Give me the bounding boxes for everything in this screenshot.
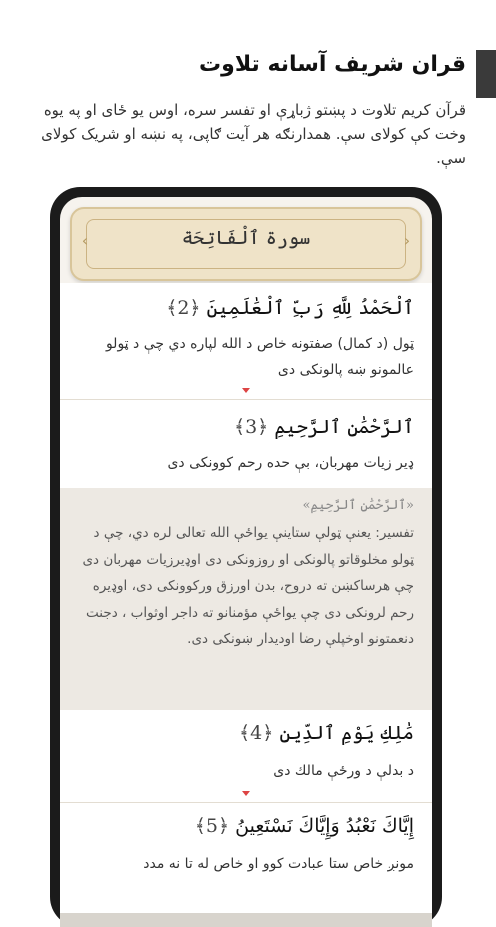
verse-number: ﴿3﴾	[233, 416, 269, 438]
verse-item[interactable]	[60, 710, 432, 803]
verse-translation: ټول (د کمال) صفتونه خاص د الله لپاره دي چې د ټولو عالمونو ښه پالونکی دی	[105, 336, 414, 378]
verse-item[interactable]	[60, 283, 432, 400]
expand-caret-icon[interactable]	[242, 791, 250, 796]
verse-number: ﴿5﴾	[194, 815, 230, 837]
page-description: قرآن کریم تلاوت د پښتو ژباړې او تفسر سره، اوس یو ځای او په یوه وخت کې کولای سې. همدارنګه هر آیت ګاپی، په نښه او شریک کولای سې.	[41, 101, 466, 167]
tafsir-heading: «ٱلرَّحْمَٰنِ ٱلرَّحِيمِ»	[302, 498, 414, 513]
tafsir-panel	[60, 488, 432, 710]
verse-item[interactable]	[60, 400, 432, 488]
verse-number: ﴿2﴾	[166, 297, 201, 319]
expand-caret-icon[interactable]	[242, 388, 250, 393]
chevron-right-icon[interactable]: ›	[403, 231, 411, 250]
verse-translation: ډیر زیات مهربان، بې حده رحم کوونکی دی	[167, 455, 414, 471]
surah-header	[70, 207, 422, 281]
verse-translation: مونږ خاص ستا عبادت کوو او خاص له تا نه مدد	[143, 856, 414, 872]
verse-arabic-text: ٱلْحَمْدُ لِلَّهِ رَبِّ ٱلْعَٰلَمِينَ	[206, 297, 414, 319]
verse-number: ﴿4﴾	[239, 722, 274, 744]
page-title: قران شریف آسانه تلاوت	[199, 52, 466, 77]
tafsir-text: تفسیر: یعنې ټولې ستاینې یواځې الله تعالی لره دي، چې د ټولو مخلوقاتو پالونکی او روزونکی دی اوډیرزیات مهربان دی چې هرساکښن ته دروح، بدن اورزق ورکوونکی دی، اوډیره رحم لرونکی دی چې یواځې مؤمنانو ته داجر اوثواب ، دجنت دنعمتونو اوخپلې رضا اودیدار ښونکی دی.	[82, 525, 414, 647]
header-accent-bar	[476, 50, 496, 98]
phone-mockup	[50, 187, 442, 927]
verse-arabic	[239, 722, 414, 744]
verse-arabic	[234, 416, 414, 438]
verse-item[interactable]	[60, 803, 432, 914]
chevron-left-icon[interactable]: ‹	[81, 231, 89, 250]
verse-arabic-text: مَٰلِكِ يَوْمِ ٱلدِّينِ	[279, 722, 414, 744]
surah-name: سورة ٱلْفَاتِحَة	[181, 227, 311, 249]
verse-arabic-text: إِيَّاكَ نَعْبُدُ وَإِيَّاكَ نَسْتَعِينُ	[235, 815, 414, 837]
verse-translation: د بدلې د ورځې مالك دی	[273, 763, 414, 779]
bottom-bar	[60, 913, 432, 927]
verse-arabic	[166, 297, 414, 319]
app-screen	[60, 197, 432, 927]
verse-arabic	[195, 815, 414, 837]
verse-arabic-text: ٱلرَّحْمَٰنِ ٱلرَّحِيمِ	[274, 416, 414, 438]
